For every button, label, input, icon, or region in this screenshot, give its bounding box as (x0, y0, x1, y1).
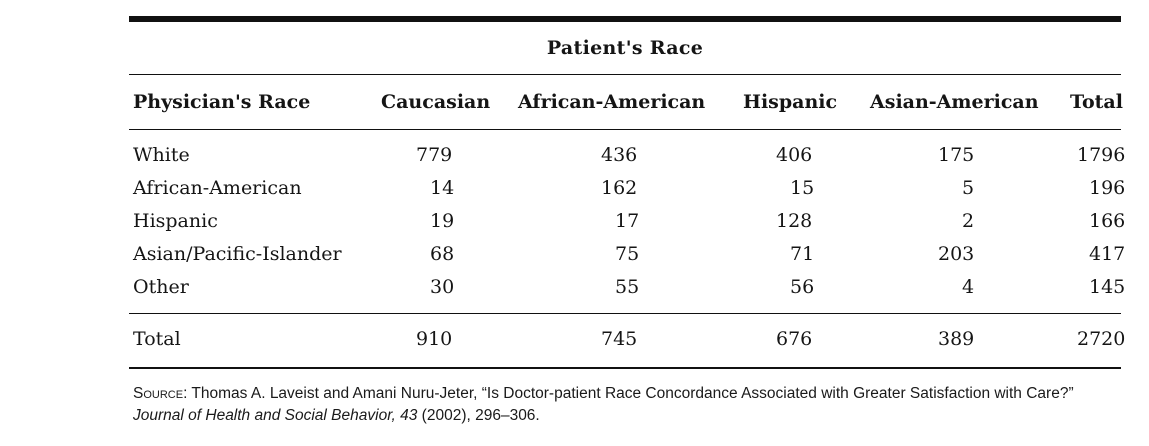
cell-value: 166 (1089, 210, 1126, 232)
cell-value: 4 (962, 276, 975, 298)
cell-value: 75 (615, 243, 640, 265)
total-rule (129, 313, 1121, 314)
header-asian-american: Asian-American (870, 91, 1039, 113)
cell-value: 162 (601, 177, 638, 199)
caption-rule (129, 74, 1121, 75)
cell-value: 17 (615, 210, 640, 232)
header-physicians-race: Physician's Race (133, 91, 311, 113)
cell-value: 676 (776, 328, 813, 350)
row-label-african-american: African-American (133, 177, 302, 199)
cell-value: 30 (430, 276, 455, 298)
cell-value: 745 (601, 328, 638, 350)
cell-value: 128 (776, 210, 813, 232)
cell-value: 145 (1089, 276, 1126, 298)
row-label-asian-pacific-islander: Asian/Pacific-Islander (133, 243, 342, 265)
source-lead: Source (133, 385, 184, 402)
cell-value: 1796 (1077, 144, 1126, 166)
cell-value: 56 (790, 276, 815, 298)
cell-value: 68 (430, 243, 455, 265)
header-caucasian: Caucasian (381, 91, 491, 113)
cell-value: 203 (938, 243, 975, 265)
source-note (133, 383, 1123, 427)
source-text: Thomas A. Laveist and Amani Nuru-Jeter, “Is Doctor-patient Race Concordance Associated with Greater Satisfaction with Care?” (191, 385, 1074, 402)
cell-value: 910 (416, 328, 453, 350)
row-label-white: White (133, 144, 190, 166)
source-journal: Journal of Health and Social Behavior, 43 (133, 407, 418, 424)
cell-value: 389 (938, 328, 975, 350)
cell-value: 436 (601, 144, 638, 166)
cell-value: 2720 (1077, 328, 1126, 350)
cell-value: 417 (1089, 243, 1126, 265)
cell-value: 175 (938, 144, 975, 166)
table-caption: Patient's Race (546, 37, 704, 59)
cell-value: 779 (416, 144, 453, 166)
source-lead-separator: : (183, 385, 188, 402)
cell-value: 406 (776, 144, 813, 166)
cell-value: 14 (430, 177, 455, 199)
header-rule (129, 129, 1121, 130)
header-african-american: African-American (518, 91, 706, 113)
table-bottom-rule (129, 367, 1121, 369)
cell-value: 15 (790, 177, 815, 199)
table-top-rule (129, 16, 1121, 22)
cell-value: 71 (790, 243, 815, 265)
header-total: Total (1070, 91, 1123, 113)
source-tail: (2002), 296–306. (421, 407, 540, 424)
cell-value: 196 (1089, 177, 1126, 199)
row-label-other: Other (133, 276, 189, 298)
cell-value: 5 (962, 177, 975, 199)
row-label-total: Total (133, 328, 181, 350)
row-label-hispanic: Hispanic (133, 210, 218, 232)
cell-value: 19 (430, 210, 455, 232)
cell-value: 2 (962, 210, 975, 232)
header-hispanic: Hispanic (743, 91, 838, 113)
cell-value: 55 (615, 276, 640, 298)
